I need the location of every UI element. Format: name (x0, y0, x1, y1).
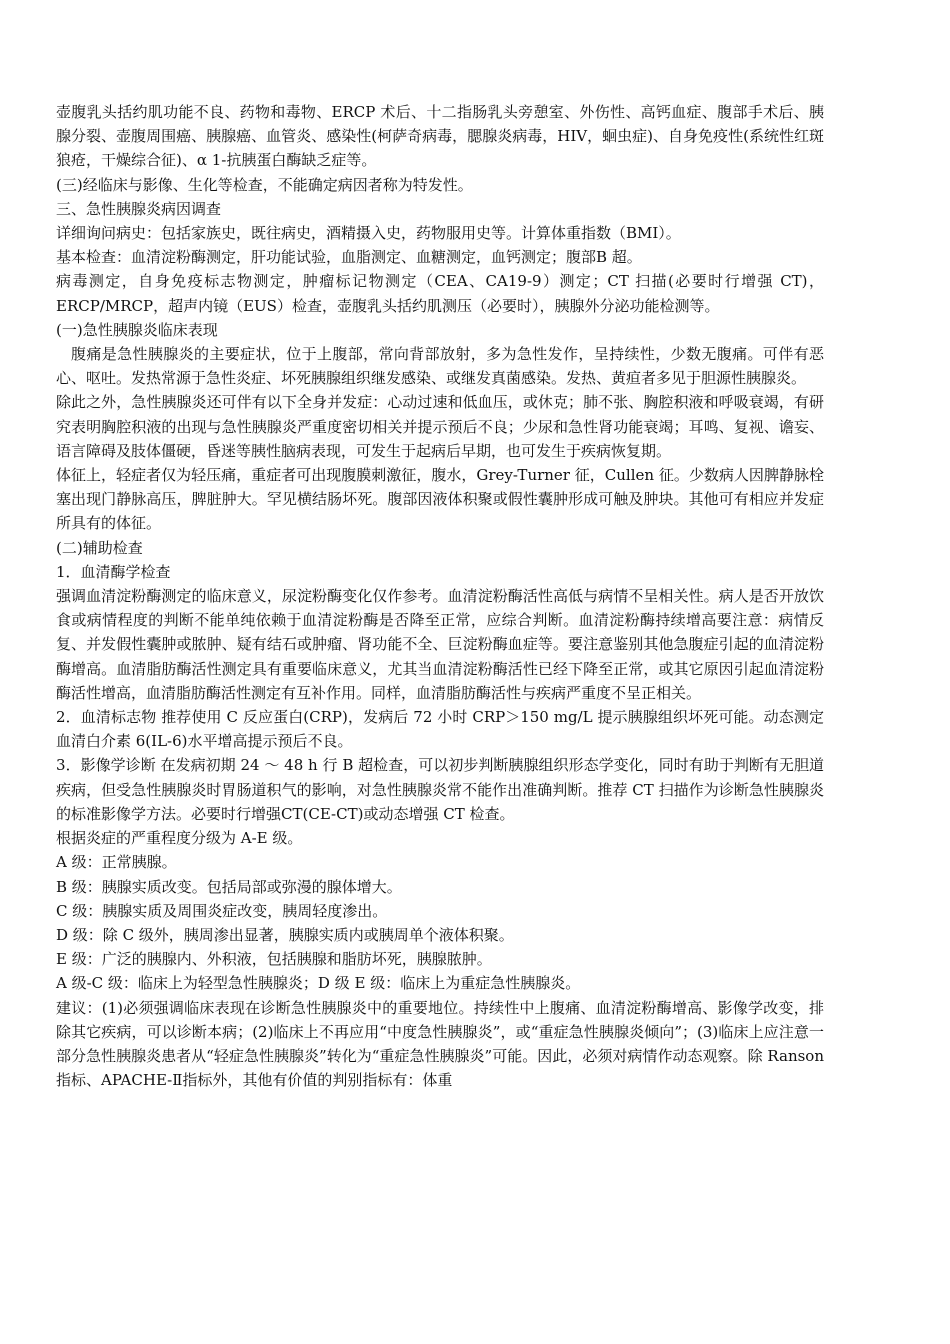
paragraph-physical-signs: 体征上，轻症者仅为轻压痛，重症者可出现腹膜刺激征，腹水，Grey-Turner 征，Cullen 征。少数病人因脾静脉栓塞出现门静脉高压，脾脏肿大。罕见横结肠坏死。腹部因液体积聚或假性囊肿形成可触及肿块。其他可有相应并发症所具有的体征。 (56, 466, 824, 533)
paragraph-recommendations: 建议：(1)必须强调临床表现在诊断急性胰腺炎中的重要地位。持续性中上腹痛、血清淀粉酶增高、影像学改变，排除其它疾病，可以诊断本病；(2)临床上不再应用“中度急性胰腺炎”，或“重症急性胰腺炎倾向”；(3)临床上应注意一部分急性胰腺炎患者从“轻症急性胰腺炎”转化为“重症急性胰腺炎”可能。因此，必须对病情作动态观察。除 Ranson 指标、APACHE-Ⅱ指标外，其他有价值的判别指标有：体重 (56, 998, 824, 1090)
section-heading-clinical-manifestation: (一)急性胰腺炎临床表现 (56, 320, 218, 339)
grade-d-item: D 级：除 C 级外，胰周渗出显著，胰腺实质内或胰周单个液体积聚。 (56, 925, 514, 944)
grade-c-item: C 级：胰腺实质及周围炎症改变，胰周轻度渗出。 (56, 901, 388, 920)
paragraph-grading-intro: 根据炎症的严重程度分级为 A-E 级。 (56, 829, 303, 848)
paragraph-causes-list: 壶腹乳头括约肌功能不良、药物和毒物、ERCP 术后、十二指肠乳头旁憩室、外伤性、高钙血症、腹部手术后、胰腺分裂、壶腹周围癌、胰腺癌、血管炎、感染性(柯萨奇病毒，腮腺炎病毒，HIV，蛔虫症)、自身免疫性(系统性红斑狼疮，干燥综合征)、α 1-抗胰蛋白酶缺乏症等。 (56, 103, 824, 170)
paragraph-abdominal-pain: 腹痛是急性胰腺炎的主要症状，位于上腹部，常向背部放射，多为急性发作，呈持续性，少数无腹痛。可伴有恶心、呕吐。发热常源于急性炎症、坏死胰腺组织继发感染、或继发真菌感染。发热、黄疸者多见于胆源性胰腺炎。 (56, 345, 824, 388)
subheading-serum-enzymes: 1．血清酶学检查 (56, 562, 171, 581)
section-heading-etiology-survey: 三、急性胰腺炎病因调查 (56, 199, 222, 218)
document-page (56, 100, 824, 1092)
paragraph-imaging: 3．影像学诊断 在发病初期 24 ～ 48 h 行 B 超检查，可以初步判断胰腺组织形态学变化，同时有助于判断有无胆道疾病，但受急性胰腺炎时胃肠道积气的影响，对急性胰腺炎常不能作出准确判断。推荐 CT 扫描作为诊断急性胰腺炎的标准影像学方法。必要时行增强CT(CE-CT)或动态增强 CT 检查。 (56, 756, 824, 823)
grade-b-item: B 级：胰腺实质改变。包括局部或弥漫的腺体增大。 (56, 877, 402, 896)
paragraph-further-exams: 病毒测定，自身免疫标志物测定，肿瘤标记物测定（CEA、CA19-9）测定；CT 扫描(必要时行增强 CT)，ERCP/MRCP，超声内镜（EUS）检查，壶腹乳头括约肌测压（必要时），胰腺外分泌功能检测等。 (56, 272, 824, 315)
paragraph-history: 详细询问病史：包括家族史，既往病史，酒精摄入史，药物服用史等。计算体重指数（BMI）。 (56, 224, 681, 243)
paragraph-idiopathic: (三)经临床与影像、生化等检查，不能确定病因者称为特发性。 (56, 175, 473, 194)
paragraph-systemic-complications: 除此之外，急性胰腺炎还可伴有以下全身并发症：心动过速和低血压，或休克；肺不张、胸腔积液和呼吸衰竭，有研究表明胸腔积液的出现与急性胰腺炎严重度密切相关并提示预后不良；少尿和急性肾功能衰竭；耳鸣、复视、谵妄、语言障碍及肢体僵硬，昏迷等胰性脑病表现，可发生于起病后早期，也可发生于疾病恢复期。 (56, 393, 824, 460)
paragraph-serum-markers: 2．血清标志物 推荐使用 C 反应蛋白(CRP)，发病后 72 小时 CRP＞150 mg/L 提示胰腺组织坏死可能。动态测定血清白介素 6(IL-6)水平增高提示预后不良。 (56, 708, 824, 751)
section-heading-auxiliary-exams: (二)辅助检查 (56, 538, 143, 557)
paragraph-basic-exams: 基本检查：血清淀粉酶测定，肝功能试验，血脂测定、血糖测定，血钙测定；腹部B 超。 (56, 248, 642, 267)
grade-e-item: E 级：广泛的胰腺内、外积液，包括胰腺和脂肪坏死，胰腺脓肿。 (56, 950, 492, 969)
grade-a-item: A 级：正常胰腺。 (56, 853, 177, 872)
paragraph-serum-amylase: 强调血清淀粉酶测定的临床意义，尿淀粉酶变化仅作参考。血清淀粉酶活性高低与病情不呈相关性。病人是否开放饮食或病情程度的判断不能单纯依赖于血清淀粉酶是否降至正常，应综合判断。血清淀粉酶持续增高要注意：病情反复、并发假性囊肿或脓肿、疑有结石或肿瘤、肾功能不全、巨淀粉酶血症等。要注意鉴别其他急腹症引起的血清淀粉酶增高。血清脂肪酶活性测定具有重要临床意义，尤其当血清淀粉酶活性已经下降至正常，或其它原因引起血清淀粉酶活性增高，血清脂肪酶活性测定有互补作用。同样，血清脂肪酶活性与疾病严重度不呈正相关。 (56, 587, 824, 702)
grade-summary: A 级-C 级：临床上为轻型急性胰腺炎；D 级 E 级：临床上为重症急性胰腺炎。 (56, 974, 581, 993)
